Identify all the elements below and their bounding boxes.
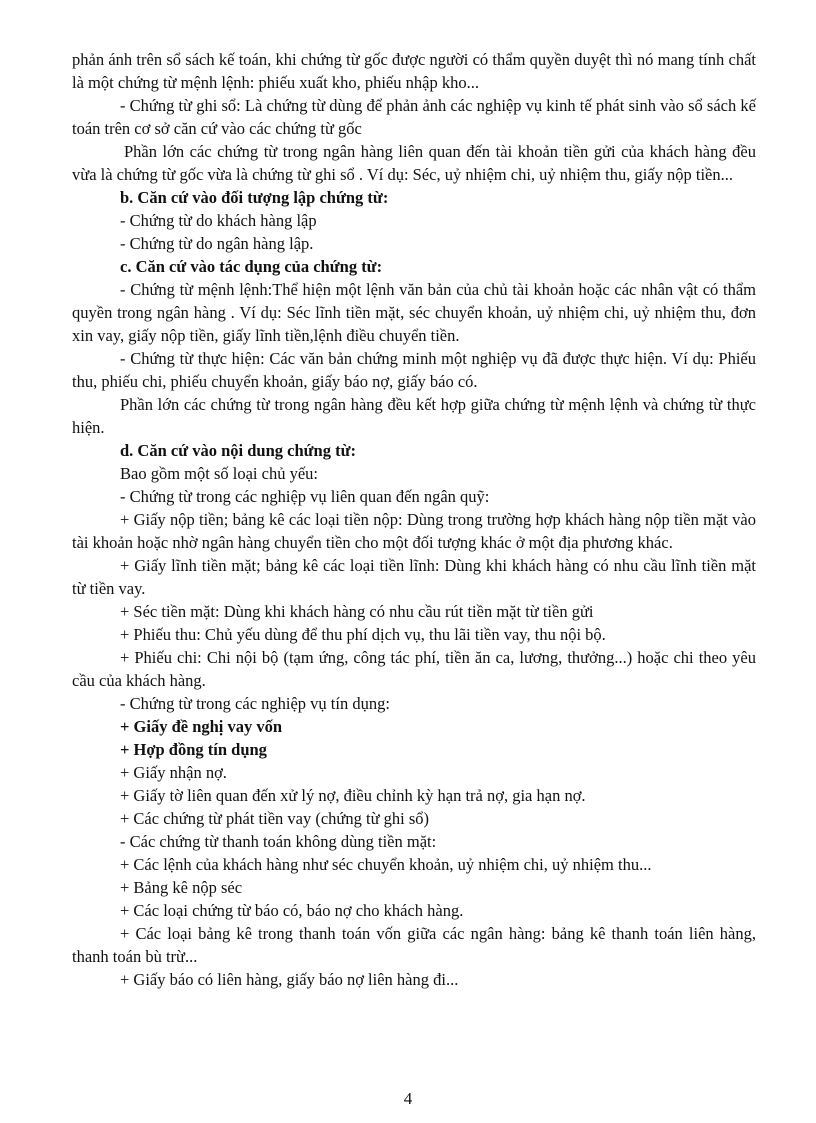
list-item: - Các chứng từ thanh toán không dùng tiền mặt:: [120, 832, 437, 851]
list-item: + Các loại chứng từ báo có, báo nợ cho khách hàng.: [120, 901, 464, 920]
paragraph-combined: Phần lớn các chứng từ trong ngân hàng đều kết hợp giữa chứng từ mệnh lệnh và chứng từ thực hiện.: [72, 395, 756, 437]
list-item: + Séc tiền mặt: Dùng khi khách hàng có nhu cầu rút tiền mặt từ tiền gửi: [120, 602, 594, 621]
list-item: + Giấy báo có liên hàng, giấy báo nợ liên hàng đi...: [120, 970, 459, 989]
list-item: - Chứng từ trong các nghiệp vụ tín dụng:: [120, 694, 390, 713]
list-item: - Chứng từ do ngân hàng lập.: [120, 234, 314, 253]
list-item-bold: + Hợp đồng tín dụng: [120, 740, 267, 759]
heading-b: b. Căn cứ vào đối tượng lập chứng từ:: [120, 188, 389, 207]
heading-d: d. Căn cứ vào nội dung chứng từ:: [120, 441, 357, 460]
list-item: + Phiếu thu: Chủ yếu dùng để thu phí dịch vụ, thu lãi tiền vay, thu nội bộ.: [120, 625, 606, 644]
paragraph-continuation: phản ánh trên sổ sách kế toán, khi chứng từ gốc được người có thẩm quyền duyệt thì nó mang tính chất là một chứng từ mệnh lệnh: phiếu xuất kho, phiếu nhập kho...: [72, 50, 756, 92]
list-item: - Chứng từ trong các nghiệp vụ liên quan đến ngân quỹ:: [120, 487, 490, 506]
page-number: 4: [403, 1089, 413, 1108]
list-item: + Giấy lĩnh tiền mặt; bảng kê các loại tiền lĩnh: Dùng khi khách hàng có nhu cầu lĩnh tiền mặt từ tiền vay.: [72, 556, 756, 598]
paragraph-execution-voucher: - Chứng từ thực hiện: Các văn bản chứng minh một nghiệp vụ đã được thực hiện. Ví dụ: Phiếu thu, phiếu chi, phiếu chuyển khoản, giấy báo nợ, giấy báo có.: [72, 349, 756, 391]
list-item: + Bảng kê nộp séc: [120, 878, 243, 897]
list-item: + Giấy tờ liên quan đến xử lý nợ, điều chỉnh kỳ hạn trả nợ, gia hạn nợ.: [120, 786, 586, 805]
list-item: - Chứng từ do khách hàng lập: [120, 211, 317, 230]
paragraph-command-voucher: - Chứng từ mệnh lệnh:Thể hiện một lệnh văn bản của chủ tài khoản hoặc các nhân vật có thẩm quyền trong ngân hàng . Ví dụ: Séc lĩnh tiền mặt, séc chuyển khoản, uỷ nhiệm chi, uỷ nhiệm thu, đơn xin vay, giấy nộp tiền, giấy lĩnh tiền,lệnh điều chuyển tiền.: [72, 280, 756, 345]
list-item: + Các loại bảng kê trong thanh toán vốn giữa các ngân hàng: bảng kê thanh toán liên hàng, thanh toán bù trừ...: [72, 924, 756, 966]
document-page: [72, 48, 756, 991]
list-item-bold: + Giấy đề nghị vay vốn: [120, 717, 283, 736]
list-item: + Giấy nhận nợ.: [120, 763, 227, 782]
list-item: + Các lệnh của khách hàng như séc chuyển khoản, uỷ nhiệm chi, uỷ nhiệm thu...: [120, 855, 652, 874]
paragraph-voucher-ledger: - Chứng từ ghi sổ: Là chứng từ dùng để phản ảnh các nghiệp vụ kinh tế phát sinh vào sổ sách kế toán trên cơ sở căn cứ vào các chứng từ gốc: [72, 96, 756, 138]
list-item: + Các chứng từ phát tiền vay (chứng từ ghi sổ): [120, 809, 430, 828]
list-item: + Giấy nộp tiền; bảng kê các loại tiền nộp: Dùng trong trường hợp khách hàng nộp tiền mặt vào tài khoản hoặc nhờ ngân hàng chuyển tiền cho một đối tượng khác ở một địa phương khác.: [72, 510, 756, 552]
paragraph-deposit-vouchers: Phần lớn các chứng từ trong ngân hàng liên quan đến tài khoản tiền gửi của khách hàng đều vừa là chứng từ gốc vừa là chứng từ ghi sổ . Ví dụ: Séc, uỷ nhiệm chi, uỷ nhiệm thu, giấy nộp tiền...: [72, 142, 756, 184]
list-item: + Phiếu chi: Chi nội bộ (tạm ứng, công tác phí, tiền ăn ca, lương, thưởng...) hoặc chi theo yêu cầu của khách hàng.: [72, 648, 756, 690]
paragraph-intro: Bao gồm một số loại chủ yếu:: [120, 464, 318, 483]
heading-c: c. Căn cứ vào tác dụng của chứng từ:: [120, 257, 383, 276]
